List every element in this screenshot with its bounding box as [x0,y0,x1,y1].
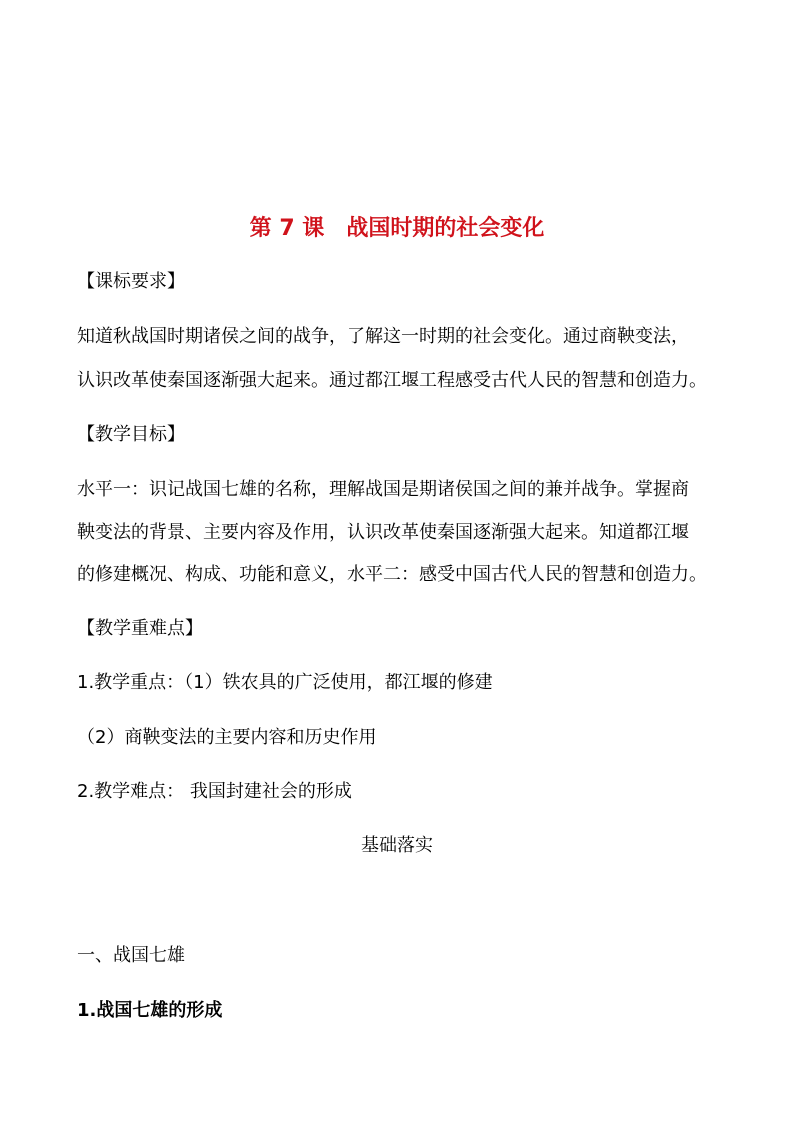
keypoints-header: 【教学重难点】 [77,618,203,639]
goals-header: 【教学目标】 [77,424,185,445]
curriculum-text-line: 知道秋战国时期诸侯之间的战争，了解这一时期的社会变化。通过商鞅变法， [77,326,689,347]
curriculum-text-line: 认识改革使秦国逐渐强大起来。通过都江堰工程感受古代人民的智慧和创造力。 [77,370,707,391]
goals-text-line: 的修建概况、构成、功能和意义，水平二：感受中国古代人民的智慧和创造力。 [77,564,707,585]
keypoint-line: （2）商鞅变法的主要内容和历史作用 [77,727,377,748]
subsection-heading: 1.战国七雄的形成 [77,1000,223,1021]
lesson-name: 战国时期的社会变化 [346,216,545,241]
lesson-title [0,214,794,244]
foundation-heading: 基础落实 [361,835,433,856]
goals-text-line: 水平一：识记战国七雄的名称，理解战国是期诸侯国之间的兼并战争。掌握商 [77,479,689,500]
curriculum-header: 【课标要求】 [77,271,185,292]
difficulty-line: 2.教学难点： 我国封建社会的形成 [77,781,352,802]
goals-text-line: 鞅变法的背景、主要内容及作用，认识改革使秦国逐渐强大起来。知道都江堰 [77,522,689,543]
lesson-number: 第 7 课 [249,216,325,241]
keypoint-line: 1.教学重点：（1）铁农具的广泛使用，都江堰的修建 [77,672,493,693]
section-heading: 一、战国七雄 [77,945,185,966]
